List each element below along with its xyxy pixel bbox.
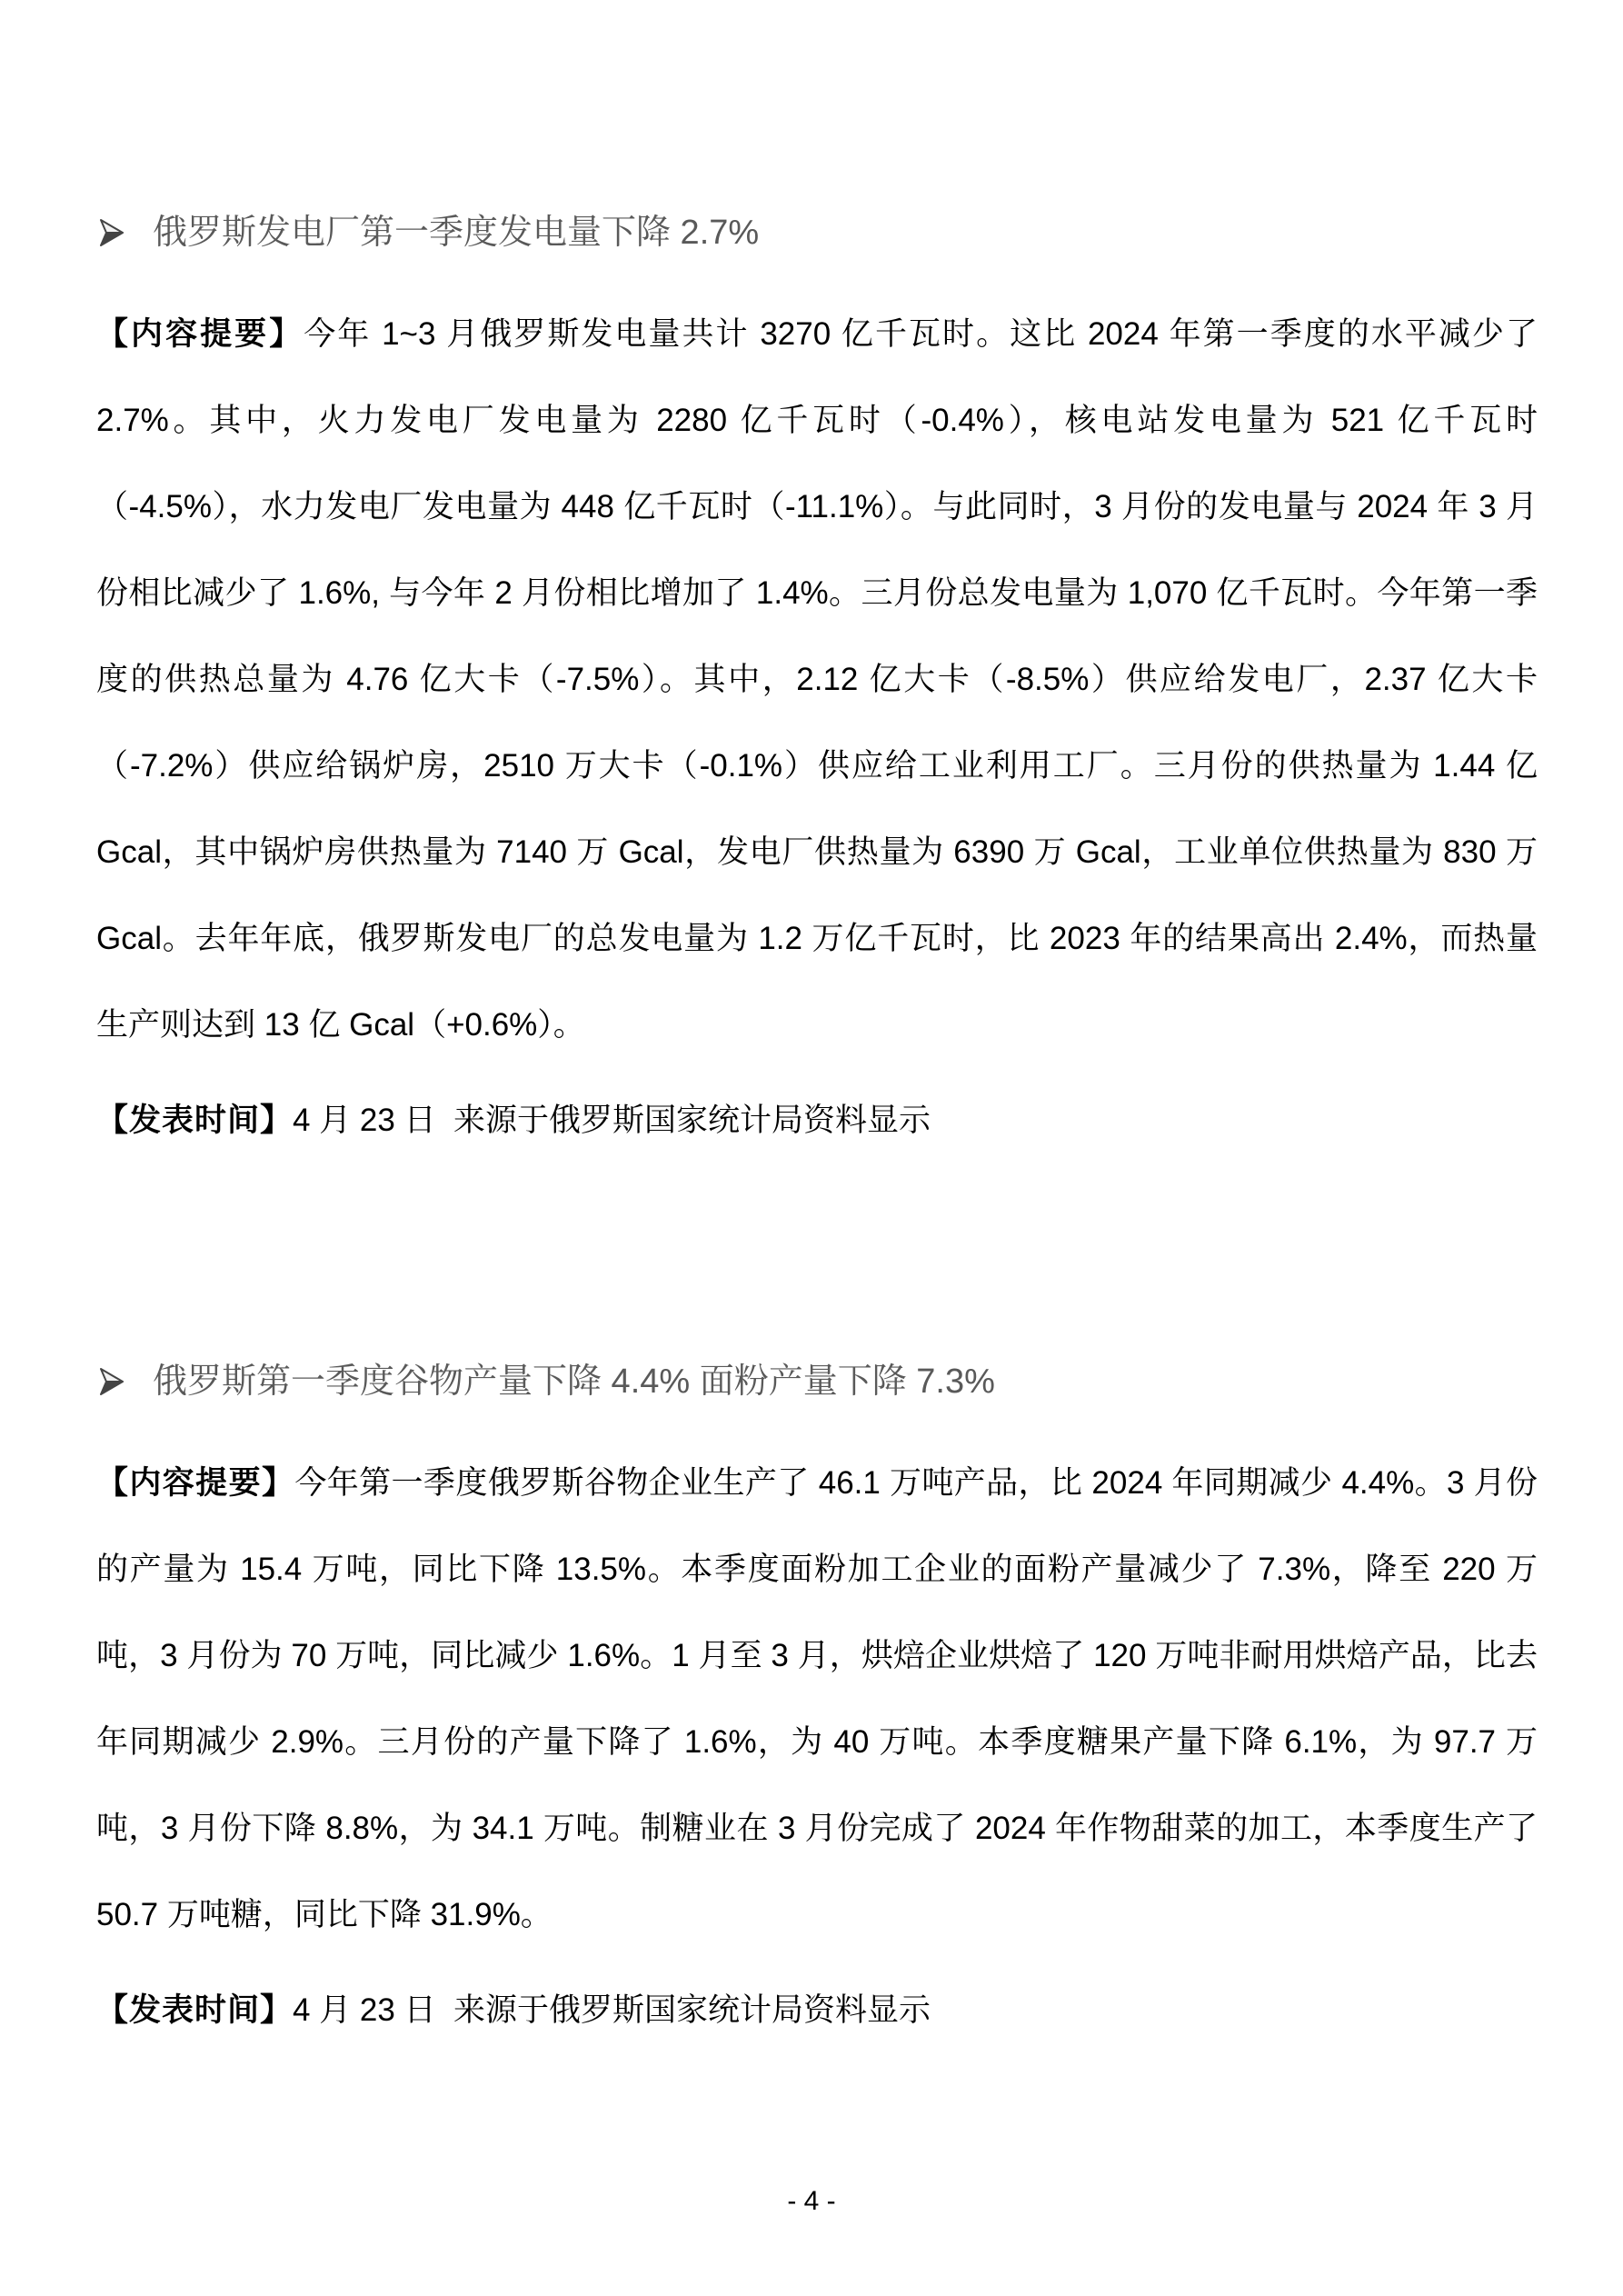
section-title: 俄罗斯第一季度谷物产量下降 4.4% 面粉产量下降 7.3% [153, 1363, 995, 1401]
summary-text: 今年第一季度俄罗斯谷物企业生产了 46.1 万吨产品，比 2024 年同期减少 4.4%。3 月份的产量为 15.4 万吨，同比下降 13.5%。本季度面粉加工企业的面粉产量减少了 7.3%，降至 220 万吨，3 月份为 70 万吨，同比减少 1.6%。1 月至 3 月，烘焙企业烘焙了 120 万吨非耐用烘焙产品，比去年同期减少 2.9%。三月份的产量下降了 1.6%，为 40 万吨。本季度糖果产量下降 6.1%，为 97.7 万吨，3 月份下降 8.8%，为 34.1 万吨。制糖业在 3 月份完成了 2024 年作物甜菜的加工，本季度生产了 50.7 万吨糖，同比下降 31.9%。 [96, 1465, 1547, 1932]
section-title: 俄罗斯发电厂第一季度发电量下降 2.7% [153, 214, 760, 252]
page-number: - 4 - [787, 2186, 836, 2216]
news-section-grain [96, 1356, 1547, 2053]
page-content [96, 0, 1547, 2053]
arrow-right-bullet-icon [96, 217, 127, 248]
arrow-right-bullet-icon [96, 1366, 127, 1397]
publish-line [96, 1077, 1538, 1163]
summary-label: 【内容提要】 [96, 316, 304, 352]
publish-text: 4 月 23 日 来源于俄罗斯国家统计局资料显示 [293, 1992, 931, 2028]
section-heading [96, 207, 1538, 258]
publish-label: 【发表时间】 [96, 1103, 294, 1138]
summary-paragraph [96, 291, 1547, 1068]
section-heading [96, 1356, 1538, 1407]
publish-line [96, 1967, 1538, 2053]
news-section-power [96, 207, 1547, 1163]
summary-text: 今年 1~3 月俄罗斯发电量共计 3270 亿千瓦时。这比 2024 年第一季度的水平减少了 2.7%。其中，火力发电厂发电量为 2280 亿千瓦时（-0.4%），核电站发电量为 521 亿千瓦时（-4.5%），水力发电厂发电量为 448 亿千瓦时（-11.1%）。与此同时，3 月份的发电量与 2024 年 3 月份相比减少了 1.6%, 与今年 2 月份相比增加了 1.4%。三月份总发电量为 1,070 亿千瓦时。今年第一季度的供热总量为 4.76 亿大卡（-7.5%）。其中，2.12 亿大卡（-8.5%）供应给发电厂，2.37 亿大卡（-7.2%）供应给锅炉房，2510 万大卡（-0.1%）供应给工业利用工厂。三月份的供热量为 1.44 亿 Gcal，其中锅炉房供热量为 7140 万 Gcal，发电厂供热量为 6390 万 Gcal，工业单位供热量为 830 万 Gcal。去年年底，俄罗斯发电厂的总发电量为 1.2 万亿千瓦时，比 2023 年的结果高出 2.4%，而热量生产则达到 13 亿 Gcal（+0.6%）。 [96, 316, 1547, 1043]
publish-label: 【发表时间】 [96, 1992, 294, 2028]
summary-paragraph [96, 1440, 1547, 1958]
publish-text: 4 月 23 日 来源于俄罗斯国家统计局资料显示 [293, 1103, 931, 1138]
summary-label: 【内容提要】 [96, 1465, 295, 1501]
